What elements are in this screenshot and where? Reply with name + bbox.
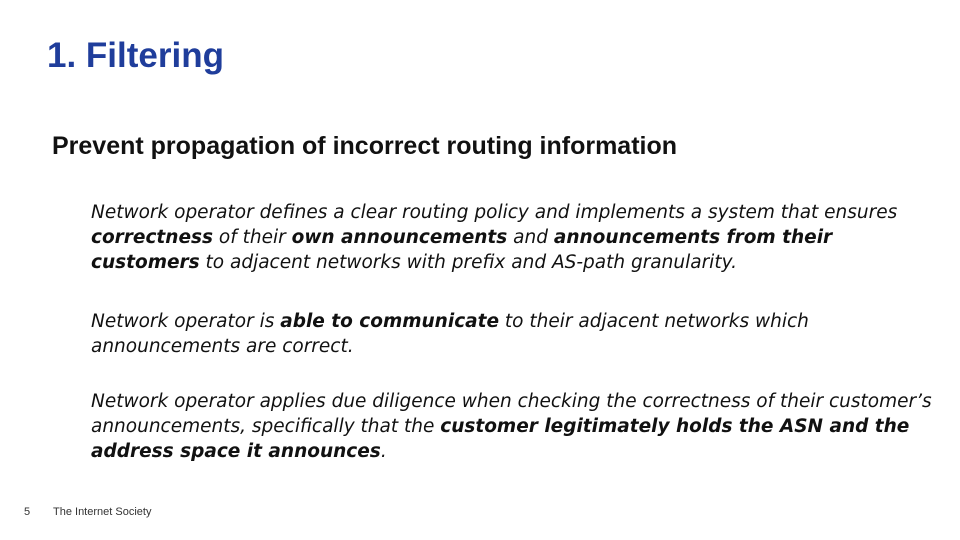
paragraph-emphasis: customer legitimately holds the ASN and the address space it announces bbox=[91, 416, 910, 462]
paragraph-emphasis: correctness bbox=[91, 227, 214, 248]
paragraph-segment: of their bbox=[213, 227, 292, 248]
paragraph-segment: Network operator applies due diligence when checking the correctness of their customer’s announcements, specifically that the bbox=[91, 391, 932, 437]
body-paragraph-communicate bbox=[91, 309, 941, 359]
paragraph-emphasis: own announcements bbox=[291, 227, 508, 248]
paragraph-segment: Network operator defines a clear routing policy and implements a system that ensures bbox=[91, 202, 898, 223]
paragraph-emphasis: able to communicate bbox=[280, 311, 500, 332]
paragraph-segment: . bbox=[380, 441, 387, 462]
slide-subtitle: Prevent propagation of incorrect routing information bbox=[52, 132, 678, 160]
paragraph-segment: to their adjacent networks which announcements are correct. bbox=[91, 311, 809, 357]
slide-number: 5 bbox=[24, 506, 31, 518]
paragraph-segment: and bbox=[507, 227, 554, 248]
body-paragraph-due-diligence bbox=[91, 389, 941, 464]
footer-organization: The Internet Society bbox=[53, 506, 152, 518]
slide-title: 1. Filtering bbox=[47, 36, 224, 75]
paragraph-emphasis: announcements from their customers bbox=[91, 227, 833, 273]
body-paragraph-routing-policy bbox=[91, 200, 941, 275]
paragraph-segment: Network operator is bbox=[91, 311, 281, 332]
paragraph-segment: to adjacent networks with prefix and AS-path granularity. bbox=[199, 252, 737, 273]
